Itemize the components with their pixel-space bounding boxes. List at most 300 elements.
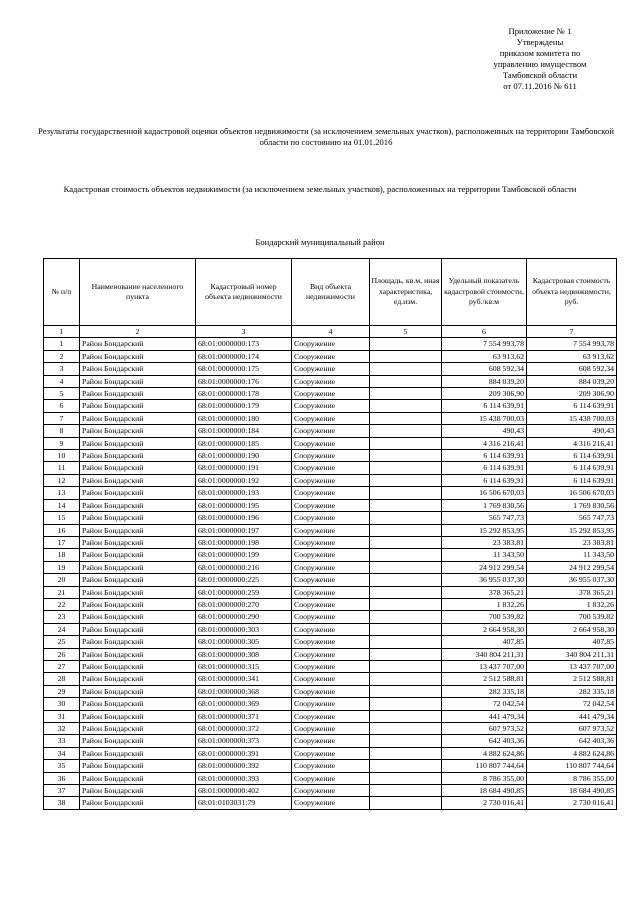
object-type-cell: Сооружение [292, 574, 370, 586]
settlement-name-cell: Район Бондарский [80, 561, 196, 573]
settlement-name-cell: Район Бондарский [80, 785, 196, 797]
object-type-cell: Сооружение [292, 536, 370, 548]
object-type-cell: Сооружение [292, 797, 370, 809]
object-type-cell: Сооружение [292, 685, 370, 697]
settlement-name-cell: Район Бондарский [80, 437, 196, 449]
area-cell [370, 474, 442, 486]
unit-value-cell: 340 804 211,31 [442, 648, 527, 660]
approval-line: Утверждены [516, 37, 564, 47]
object-type-cell: Сооружение [292, 499, 370, 511]
table-row [44, 363, 617, 375]
table-row [44, 623, 617, 635]
row-number-cell: 34 [44, 747, 80, 759]
object-type-cell: Сооружение [292, 772, 370, 784]
unit-value-cell: 13 437 707,00 [442, 660, 527, 672]
settlement-name-cell: Район Бондарский [80, 474, 196, 486]
area-cell [370, 574, 442, 586]
object-type-cell: Сооружение [292, 524, 370, 536]
unit-value-cell: 8 786 355,00 [442, 772, 527, 784]
object-type-cell: Сооружение [292, 363, 370, 375]
region-name: Бондарский муниципальный район [255, 237, 385, 247]
settlement-name-cell: Район Бондарский [80, 350, 196, 362]
row-number-cell: 30 [44, 698, 80, 710]
cadastral-number-cell: 68:01:0000000:373 [196, 735, 292, 747]
cadastral-value-cell: 2 730 016,41 [527, 797, 617, 809]
settlement-name-cell: Район Бондарский [80, 425, 196, 437]
approval-line: Приложение № 1 [508, 26, 572, 36]
cadastral-value-cell: 1 769 830,56 [527, 499, 617, 511]
area-cell [370, 512, 442, 524]
cadastral-number-cell: 68:01:0000000:225 [196, 574, 292, 586]
header-cell: Удельный показатель кадастровой стоимости, руб./кв.м [442, 259, 527, 326]
row-number-cell: 12 [44, 474, 80, 486]
area-cell [370, 611, 442, 623]
cadastral-number-cell: 68:01:0000000:193 [196, 487, 292, 499]
settlement-name-cell: Район Бондарский [80, 797, 196, 809]
area-cell [370, 636, 442, 648]
settlement-name-cell: Район Бондарский [80, 660, 196, 672]
cadastral-value-cell: 608 592,34 [527, 363, 617, 375]
unit-value-cell: 15 438 700,03 [442, 412, 527, 424]
object-type-cell: Сооружение [292, 735, 370, 747]
unit-value-cell: 4 882 624,86 [442, 747, 527, 759]
settlement-name-cell: Район Бондарский [80, 462, 196, 474]
cadastral-number-cell: 68:01:0000000:199 [196, 549, 292, 561]
cadastral-value-cell: 15 438 700,03 [527, 412, 617, 424]
unit-value-cell: 24 912 299,54 [442, 561, 527, 573]
area-cell [370, 785, 442, 797]
object-type-cell: Сооружение [292, 350, 370, 362]
row-number-cell: 9 [44, 437, 80, 449]
unit-value-cell: 441 479,34 [442, 710, 527, 722]
table-row [44, 450, 617, 462]
cadastral-number-cell: 68:01:0000000:393 [196, 772, 292, 784]
column-number: 3 [196, 326, 292, 338]
settlement-name-cell: Район Бондарский [80, 735, 196, 747]
row-number-cell: 29 [44, 685, 80, 697]
unit-value-cell: 6 114 639,91 [442, 400, 527, 412]
area-cell [370, 673, 442, 685]
cadastral-number-cell: 68:01:0000000:173 [196, 338, 292, 350]
settlement-name-cell: Район Бондарский [80, 363, 196, 375]
approval-line: управлению имуществом [493, 59, 587, 69]
unit-value-cell: 2 730 016,41 [442, 797, 527, 809]
area-cell [370, 660, 442, 672]
column-number: 7 [527, 326, 617, 338]
table-row [44, 375, 617, 387]
cadastral-value-cell: 18 684 490,85 [527, 785, 617, 797]
table-row [44, 685, 617, 697]
table-row [44, 425, 617, 437]
cadastral-value-cell: 2 664 958,30 [527, 623, 617, 635]
row-number-cell: 4 [44, 375, 80, 387]
row-number-cell: 11 [44, 462, 80, 474]
header-cell: Вид объекта недвижимости [292, 259, 370, 326]
object-type-cell: Сооружение [292, 586, 370, 598]
row-number-cell: 31 [44, 710, 80, 722]
area-cell [370, 400, 442, 412]
header-cell: Кадастровая стоимость объекта недвижимости, руб. [527, 259, 617, 326]
table-header-row [44, 259, 617, 326]
settlement-name-cell: Район Бондарский [80, 760, 196, 772]
approval-line: от 07.11.2016 № 611 [503, 81, 577, 91]
object-type-cell: Сооружение [292, 487, 370, 499]
column-number: 5 [370, 326, 442, 338]
cadastral-number-cell: 68:01:0000000:191 [196, 462, 292, 474]
table-row [44, 574, 617, 586]
area-cell [370, 425, 442, 437]
object-type-cell: Сооружение [292, 648, 370, 660]
area-cell [370, 549, 442, 561]
approval-line: приказом комитета по [499, 48, 581, 58]
area-cell [370, 524, 442, 536]
cadastral-value-cell: 490,43 [527, 425, 617, 437]
cadastral-number-cell: 68:01:0000000:179 [196, 400, 292, 412]
table-row [44, 400, 617, 412]
unit-value-cell: 36 955 037,30 [442, 574, 527, 586]
document-title: Результаты государственной кадастровой оценки объектов недвижимости (за исключением земельных участков), расположенных на территории Тамбовской области по состоянию на 01.01.2016 [38, 126, 614, 147]
cadastral-value-cell: 36 955 037,30 [527, 574, 617, 586]
document-subtitle: Кадастровая стоимость объектов недвижимости (за исключением земельных участков), расположенных на территории Тамбовской области [63, 184, 577, 194]
table-row [44, 598, 617, 610]
cadastral-value-cell: 607 973,52 [527, 723, 617, 735]
unit-value-cell: 72 042,54 [442, 698, 527, 710]
row-number-cell: 20 [44, 574, 80, 586]
cadastral-number-cell: 68:01:0000000:402 [196, 785, 292, 797]
settlement-name-cell: Район Бондарский [80, 648, 196, 660]
row-number-cell: 36 [44, 772, 80, 784]
unit-value-cell: 608 592,34 [442, 363, 527, 375]
cadastral-number-cell: 68:01:0000000:190 [196, 450, 292, 462]
settlement-name-cell: Район Бондарский [80, 536, 196, 548]
cadastral-value-cell: 4 882 624,86 [527, 747, 617, 759]
table-row [44, 437, 617, 449]
table-row [44, 611, 617, 623]
row-number-cell: 37 [44, 785, 80, 797]
object-type-cell: Сооружение [292, 462, 370, 474]
object-type-cell: Сооружение [292, 412, 370, 424]
cadastral-number-cell: 68:01:0103031:79 [196, 797, 292, 809]
row-number-cell: 5 [44, 388, 80, 400]
cadastral-number-cell: 68:01:0000000:185 [196, 437, 292, 449]
cadastral-value-cell: 63 913,62 [527, 350, 617, 362]
settlement-name-cell: Район Бондарский [80, 685, 196, 697]
area-cell [370, 350, 442, 362]
settlement-name-cell: Район Бондарский [80, 487, 196, 499]
table-row [44, 338, 617, 350]
column-number: 6 [442, 326, 527, 338]
table-row [44, 474, 617, 486]
object-type-cell: Сооружение [292, 512, 370, 524]
table-row [44, 412, 617, 424]
settlement-name-cell: Район Бондарский [80, 412, 196, 424]
row-number-cell: 23 [44, 611, 80, 623]
row-number-cell: 3 [44, 363, 80, 375]
cadastral-number-cell: 68:01:0000000:192 [196, 474, 292, 486]
cadastral-number-cell: 68:01:0000000:195 [196, 499, 292, 511]
table-row [44, 462, 617, 474]
cadastral-value-cell: 340 804 211,31 [527, 648, 617, 660]
unit-value-cell: 378 365,21 [442, 586, 527, 598]
table-row [44, 673, 617, 685]
unit-value-cell: 6 114 639,91 [442, 474, 527, 486]
unit-value-cell: 700 539,82 [442, 611, 527, 623]
object-type-cell: Сооружение [292, 760, 370, 772]
area-cell [370, 536, 442, 548]
object-type-cell: Сооружение [292, 388, 370, 400]
object-type-cell: Сооружение [292, 710, 370, 722]
row-number-cell: 15 [44, 512, 80, 524]
area-cell [370, 586, 442, 598]
row-number-cell: 35 [44, 760, 80, 772]
object-type-cell: Сооружение [292, 698, 370, 710]
row-number-cell: 28 [44, 673, 80, 685]
cadastral-value-cell: 16 506 670,03 [527, 487, 617, 499]
unit-value-cell: 16 506 670,03 [442, 487, 527, 499]
cadastral-number-cell: 68:01:0000000:196 [196, 512, 292, 524]
unit-value-cell: 1 769 830,56 [442, 499, 527, 511]
object-type-cell: Сооружение [292, 338, 370, 350]
cadastral-value-cell: 15 292 853,95 [527, 524, 617, 536]
table-row [44, 549, 617, 561]
object-type-cell: Сооружение [292, 636, 370, 648]
object-type-cell: Сооружение [292, 785, 370, 797]
unit-value-cell: 11 343,50 [442, 549, 527, 561]
area-cell [370, 598, 442, 610]
object-type-cell: Сооружение [292, 723, 370, 735]
row-number-cell: 38 [44, 797, 80, 809]
unit-value-cell: 565 747,73 [442, 512, 527, 524]
cadastral-number-cell: 68:01:0000000:290 [196, 611, 292, 623]
object-type-cell: Сооружение [292, 400, 370, 412]
settlement-name-cell: Район Бондарский [80, 549, 196, 561]
cadastral-number-cell: 68:01:0000000:391 [196, 747, 292, 759]
object-type-cell: Сооружение [292, 450, 370, 462]
table-row [44, 388, 617, 400]
cadastral-number-cell: 68:01:0000000:303 [196, 623, 292, 635]
cadastral-number-cell: 68:01:0000000:175 [196, 363, 292, 375]
settlement-name-cell: Район Бондарский [80, 772, 196, 784]
cadastral-value-cell: 110 807 744,64 [527, 760, 617, 772]
row-number-cell: 10 [44, 450, 80, 462]
area-cell [370, 375, 442, 387]
table-row [44, 487, 617, 499]
table-row [44, 785, 617, 797]
cadastral-value-cell: 700 539,82 [527, 611, 617, 623]
table-row [44, 710, 617, 722]
cadastral-number-cell: 68:01:0000000:372 [196, 723, 292, 735]
approval-line: Тамбовской области [502, 70, 578, 80]
row-number-cell: 8 [44, 425, 80, 437]
unit-value-cell: 1 832,26 [442, 598, 527, 610]
cadastral-value-cell: 13 437 707,00 [527, 660, 617, 672]
area-cell [370, 747, 442, 759]
area-cell [370, 797, 442, 809]
table-row [44, 499, 617, 511]
object-type-cell: Сооружение [292, 549, 370, 561]
row-number-cell: 26 [44, 648, 80, 660]
row-number-cell: 13 [44, 487, 80, 499]
area-cell [370, 462, 442, 474]
column-number: 4 [292, 326, 370, 338]
settlement-name-cell: Район Бондарский [80, 450, 196, 462]
area-cell [370, 698, 442, 710]
cadastral-value-cell: 282 335,18 [527, 685, 617, 697]
header-cell: Кадастровый номер объекта недвижимости [196, 259, 292, 326]
table-row [44, 512, 617, 524]
unit-value-cell: 2 664 958,30 [442, 623, 527, 635]
object-type-cell: Сооружение [292, 425, 370, 437]
settlement-name-cell: Район Бондарский [80, 512, 196, 524]
settlement-name-cell: Район Бондарский [80, 400, 196, 412]
settlement-name-cell: Район Бондарский [80, 586, 196, 598]
unit-value-cell: 6 114 639,91 [442, 462, 527, 474]
column-number: 1 [44, 326, 80, 338]
area-cell [370, 772, 442, 784]
row-number-cell: 16 [44, 524, 80, 536]
header-cell: № п/п [44, 259, 80, 326]
column-number-row [44, 326, 617, 338]
unit-value-cell: 23 383,81 [442, 536, 527, 548]
cadastral-value-cell: 6 114 639,91 [527, 450, 617, 462]
object-type-cell: Сооружение [292, 474, 370, 486]
object-type-cell: Сооружение [292, 561, 370, 573]
cadastral-value-cell: 884 039,20 [527, 375, 617, 387]
object-type-cell: Сооружение [292, 611, 370, 623]
area-cell [370, 561, 442, 573]
cadastral-number-cell: 68:01:0000000:341 [196, 673, 292, 685]
unit-value-cell: 282 335,18 [442, 685, 527, 697]
row-number-cell: 33 [44, 735, 80, 747]
table-row [44, 723, 617, 735]
area-cell [370, 363, 442, 375]
cadastral-value-cell: 6 114 639,91 [527, 400, 617, 412]
area-cell [370, 685, 442, 697]
settlement-name-cell: Район Бондарский [80, 375, 196, 387]
cadastral-value-cell: 7 554 993,78 [527, 338, 617, 350]
cadastral-value-cell: 642 403,36 [527, 735, 617, 747]
header-cell: Наименование населенного пункта [80, 259, 196, 326]
area-cell [370, 388, 442, 400]
unit-value-cell: 18 684 490,85 [442, 785, 527, 797]
cadastral-value-cell: 407,85 [527, 636, 617, 648]
settlement-name-cell: Район Бондарский [80, 611, 196, 623]
unit-value-cell: 2 512 588,81 [442, 673, 527, 685]
settlement-name-cell: Район Бондарский [80, 636, 196, 648]
cadastral-number-cell: 68:01:0000000:176 [196, 375, 292, 387]
cadastral-number-cell: 68:01:0000000:174 [196, 350, 292, 362]
table-row [44, 561, 617, 573]
cadastral-number-cell: 68:01:0000000:368 [196, 685, 292, 697]
object-type-cell: Сооружение [292, 598, 370, 610]
cadastral-value-cell: 1 832,26 [527, 598, 617, 610]
row-number-cell: 18 [44, 549, 80, 561]
row-number-cell: 25 [44, 636, 80, 648]
unit-value-cell: 642 403,36 [442, 735, 527, 747]
area-cell [370, 338, 442, 350]
table-row [44, 536, 617, 548]
settlement-name-cell: Район Бондарский [80, 574, 196, 586]
table-row [44, 524, 617, 536]
cadastral-value-cell: 565 747,73 [527, 512, 617, 524]
row-number-cell: 1 [44, 338, 80, 350]
area-cell [370, 437, 442, 449]
settlement-name-cell: Район Бондарский [80, 499, 196, 511]
settlement-name-cell: Район Бондарский [80, 723, 196, 735]
row-number-cell: 14 [44, 499, 80, 511]
unit-value-cell: 490,43 [442, 425, 527, 437]
settlement-name-cell: Район Бондарский [80, 710, 196, 722]
table-row [44, 797, 617, 809]
area-cell [370, 735, 442, 747]
row-number-cell: 17 [44, 536, 80, 548]
table-row [44, 636, 617, 648]
area-cell [370, 648, 442, 660]
area-cell [370, 499, 442, 511]
object-type-cell: Сооружение [292, 623, 370, 635]
settlement-name-cell: Район Бондарский [80, 698, 196, 710]
row-number-cell: 27 [44, 660, 80, 672]
row-number-cell: 21 [44, 586, 80, 598]
cadastral-value-cell: 4 316 216,41 [527, 437, 617, 449]
settlement-name-cell: Район Бондарский [80, 747, 196, 759]
cadastral-number-cell: 68:01:0000000:270 [196, 598, 292, 610]
table-row [44, 698, 617, 710]
object-type-cell: Сооружение [292, 660, 370, 672]
area-cell [370, 710, 442, 722]
area-cell [370, 623, 442, 635]
settlement-name-cell: Район Бондарский [80, 388, 196, 400]
table-row [44, 735, 617, 747]
unit-value-cell: 607 973,52 [442, 723, 527, 735]
unit-value-cell: 209 306,90 [442, 388, 527, 400]
cadastral-number-cell: 68:01:0000000:305 [196, 636, 292, 648]
cadastral-number-cell: 68:01:0000000:180 [196, 412, 292, 424]
cadastral-number-cell: 68:01:0000000:259 [196, 586, 292, 598]
cadastral-value-cell: 6 114 639,91 [527, 462, 617, 474]
row-number-cell: 22 [44, 598, 80, 610]
settlement-name-cell: Район Бондарский [80, 623, 196, 635]
table-row [44, 772, 617, 784]
cadastral-value-cell: 441 479,34 [527, 710, 617, 722]
cadastral-number-cell: 68:01:0000000:178 [196, 388, 292, 400]
unit-value-cell: 7 554 993,78 [442, 338, 527, 350]
cadastral-number-cell: 68:01:0000000:315 [196, 660, 292, 672]
approval-block [440, 26, 640, 92]
cadastral-number-cell: 68:01:0000000:197 [196, 524, 292, 536]
area-cell [370, 487, 442, 499]
table-row [44, 760, 617, 772]
cadastral-number-cell: 68:01:0000000:198 [196, 536, 292, 548]
row-number-cell: 7 [44, 412, 80, 424]
cadastral-value-cell: 378 365,21 [527, 586, 617, 598]
cadastral-value-cell: 11 343,50 [527, 549, 617, 561]
settlement-name-cell: Район Бондарский [80, 598, 196, 610]
unit-value-cell: 4 316 216,41 [442, 437, 527, 449]
unit-value-cell: 15 292 853,95 [442, 524, 527, 536]
cadastral-number-cell: 68:01:0000000:369 [196, 698, 292, 710]
cadastral-number-cell: 68:01:0000000:216 [196, 561, 292, 573]
header-cell: Площадь, кв.м, иная характеристика, ед.изм. [370, 259, 442, 326]
cadastral-value-cell: 2 512 588,81 [527, 673, 617, 685]
column-number: 2 [80, 326, 196, 338]
cadastral-number-cell: 68:01:0000000:184 [196, 425, 292, 437]
cadastral-value-cell: 24 912 299,54 [527, 561, 617, 573]
row-number-cell: 32 [44, 723, 80, 735]
cadastral-number-cell: 68:01:0000000:308 [196, 648, 292, 660]
row-number-cell: 24 [44, 623, 80, 635]
unit-value-cell: 884 039,20 [442, 375, 527, 387]
